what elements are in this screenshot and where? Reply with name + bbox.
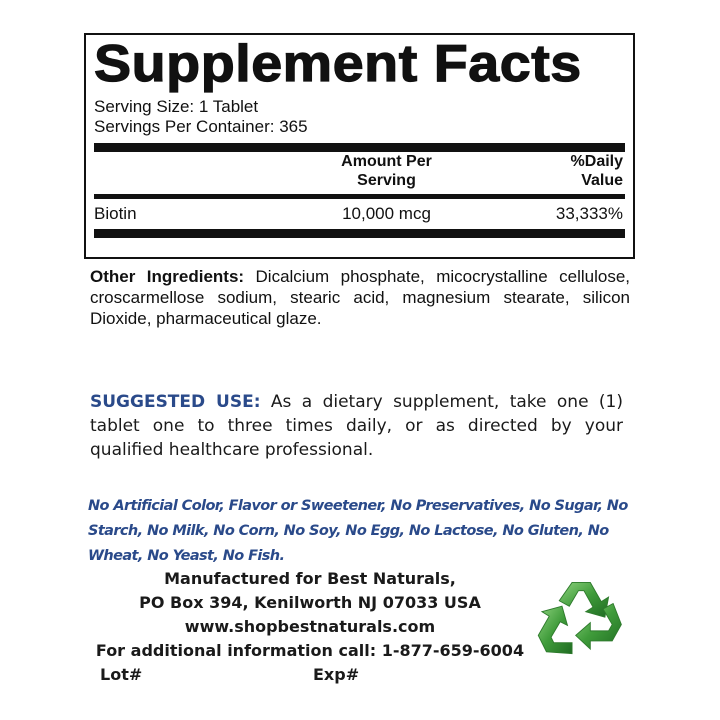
servings-per-container: Servings Per Container: 365 bbox=[94, 117, 308, 136]
nutrient-amount: 10,000 mcg bbox=[342, 204, 431, 223]
serving-size: Serving Size: 1 Tablet bbox=[94, 97, 259, 116]
suggested-use-text: As a dietary supplement, take one (1) tablet one to three times daily, or as directed by your qualified healthcare professional. bbox=[90, 392, 623, 460]
facts-header-row bbox=[94, 152, 625, 194]
facts-title: Supplement Facts bbox=[94, 35, 582, 93]
header-dv-line1: %Daily bbox=[570, 153, 623, 170]
lot-label: Lot# bbox=[100, 665, 143, 684]
manufacturer-phone: For additional information call: 1-877-659-6004 bbox=[95, 641, 525, 660]
nutrient-name: Biotin bbox=[94, 204, 137, 223]
manufacturer-website: www.shopbestnaturals.com bbox=[184, 617, 436, 636]
header-amount bbox=[299, 152, 474, 194]
header-dv-line2: Value bbox=[581, 172, 623, 189]
supplement-facts-panel bbox=[84, 33, 635, 259]
manufacturer-info bbox=[90, 567, 530, 663]
divider-thick-bottom bbox=[94, 229, 625, 238]
header-amount-line2: Serving bbox=[357, 172, 416, 189]
header-amount-line1: Amount Per bbox=[341, 153, 432, 170]
manufacturer-line1: Manufactured for Best Naturals, bbox=[164, 569, 456, 588]
nutrient-row bbox=[94, 199, 625, 229]
divider-thick bbox=[94, 143, 625, 152]
nutrient-daily-value: 33,333% bbox=[555, 204, 623, 223]
manufacturer-address: PO Box 394, Kenilworth NJ 07033 USA bbox=[139, 593, 481, 612]
other-ingredients-text: Dicalcium phosphate, micocrystalline cellulose, croscarmellose sodium, stearic acid, magnesium stearate, silicon Dioxide, pharmaceutical glaze. bbox=[90, 267, 630, 328]
suggested-use-label: SUGGESTED USE: bbox=[90, 392, 261, 412]
header-name-col bbox=[94, 152, 299, 194]
other-ingredients-label: Other Ingredients: bbox=[90, 267, 245, 286]
other-ingredients bbox=[90, 266, 630, 329]
free-from-statement: No Artificial Color, Flavor or Sweetener, No Preservatives, No Sugar, No Starch, No Milk, No Corn, No Soy, No Egg, No Lactose, No Gluten, No Wheat, No Yeast, No Fish. bbox=[88, 498, 628, 564]
lot-exp-line bbox=[100, 664, 400, 686]
suggested-use bbox=[90, 390, 623, 462]
exp-label: Exp# bbox=[313, 665, 360, 684]
recycle-icon bbox=[537, 577, 629, 661]
header-daily-value bbox=[474, 152, 625, 194]
